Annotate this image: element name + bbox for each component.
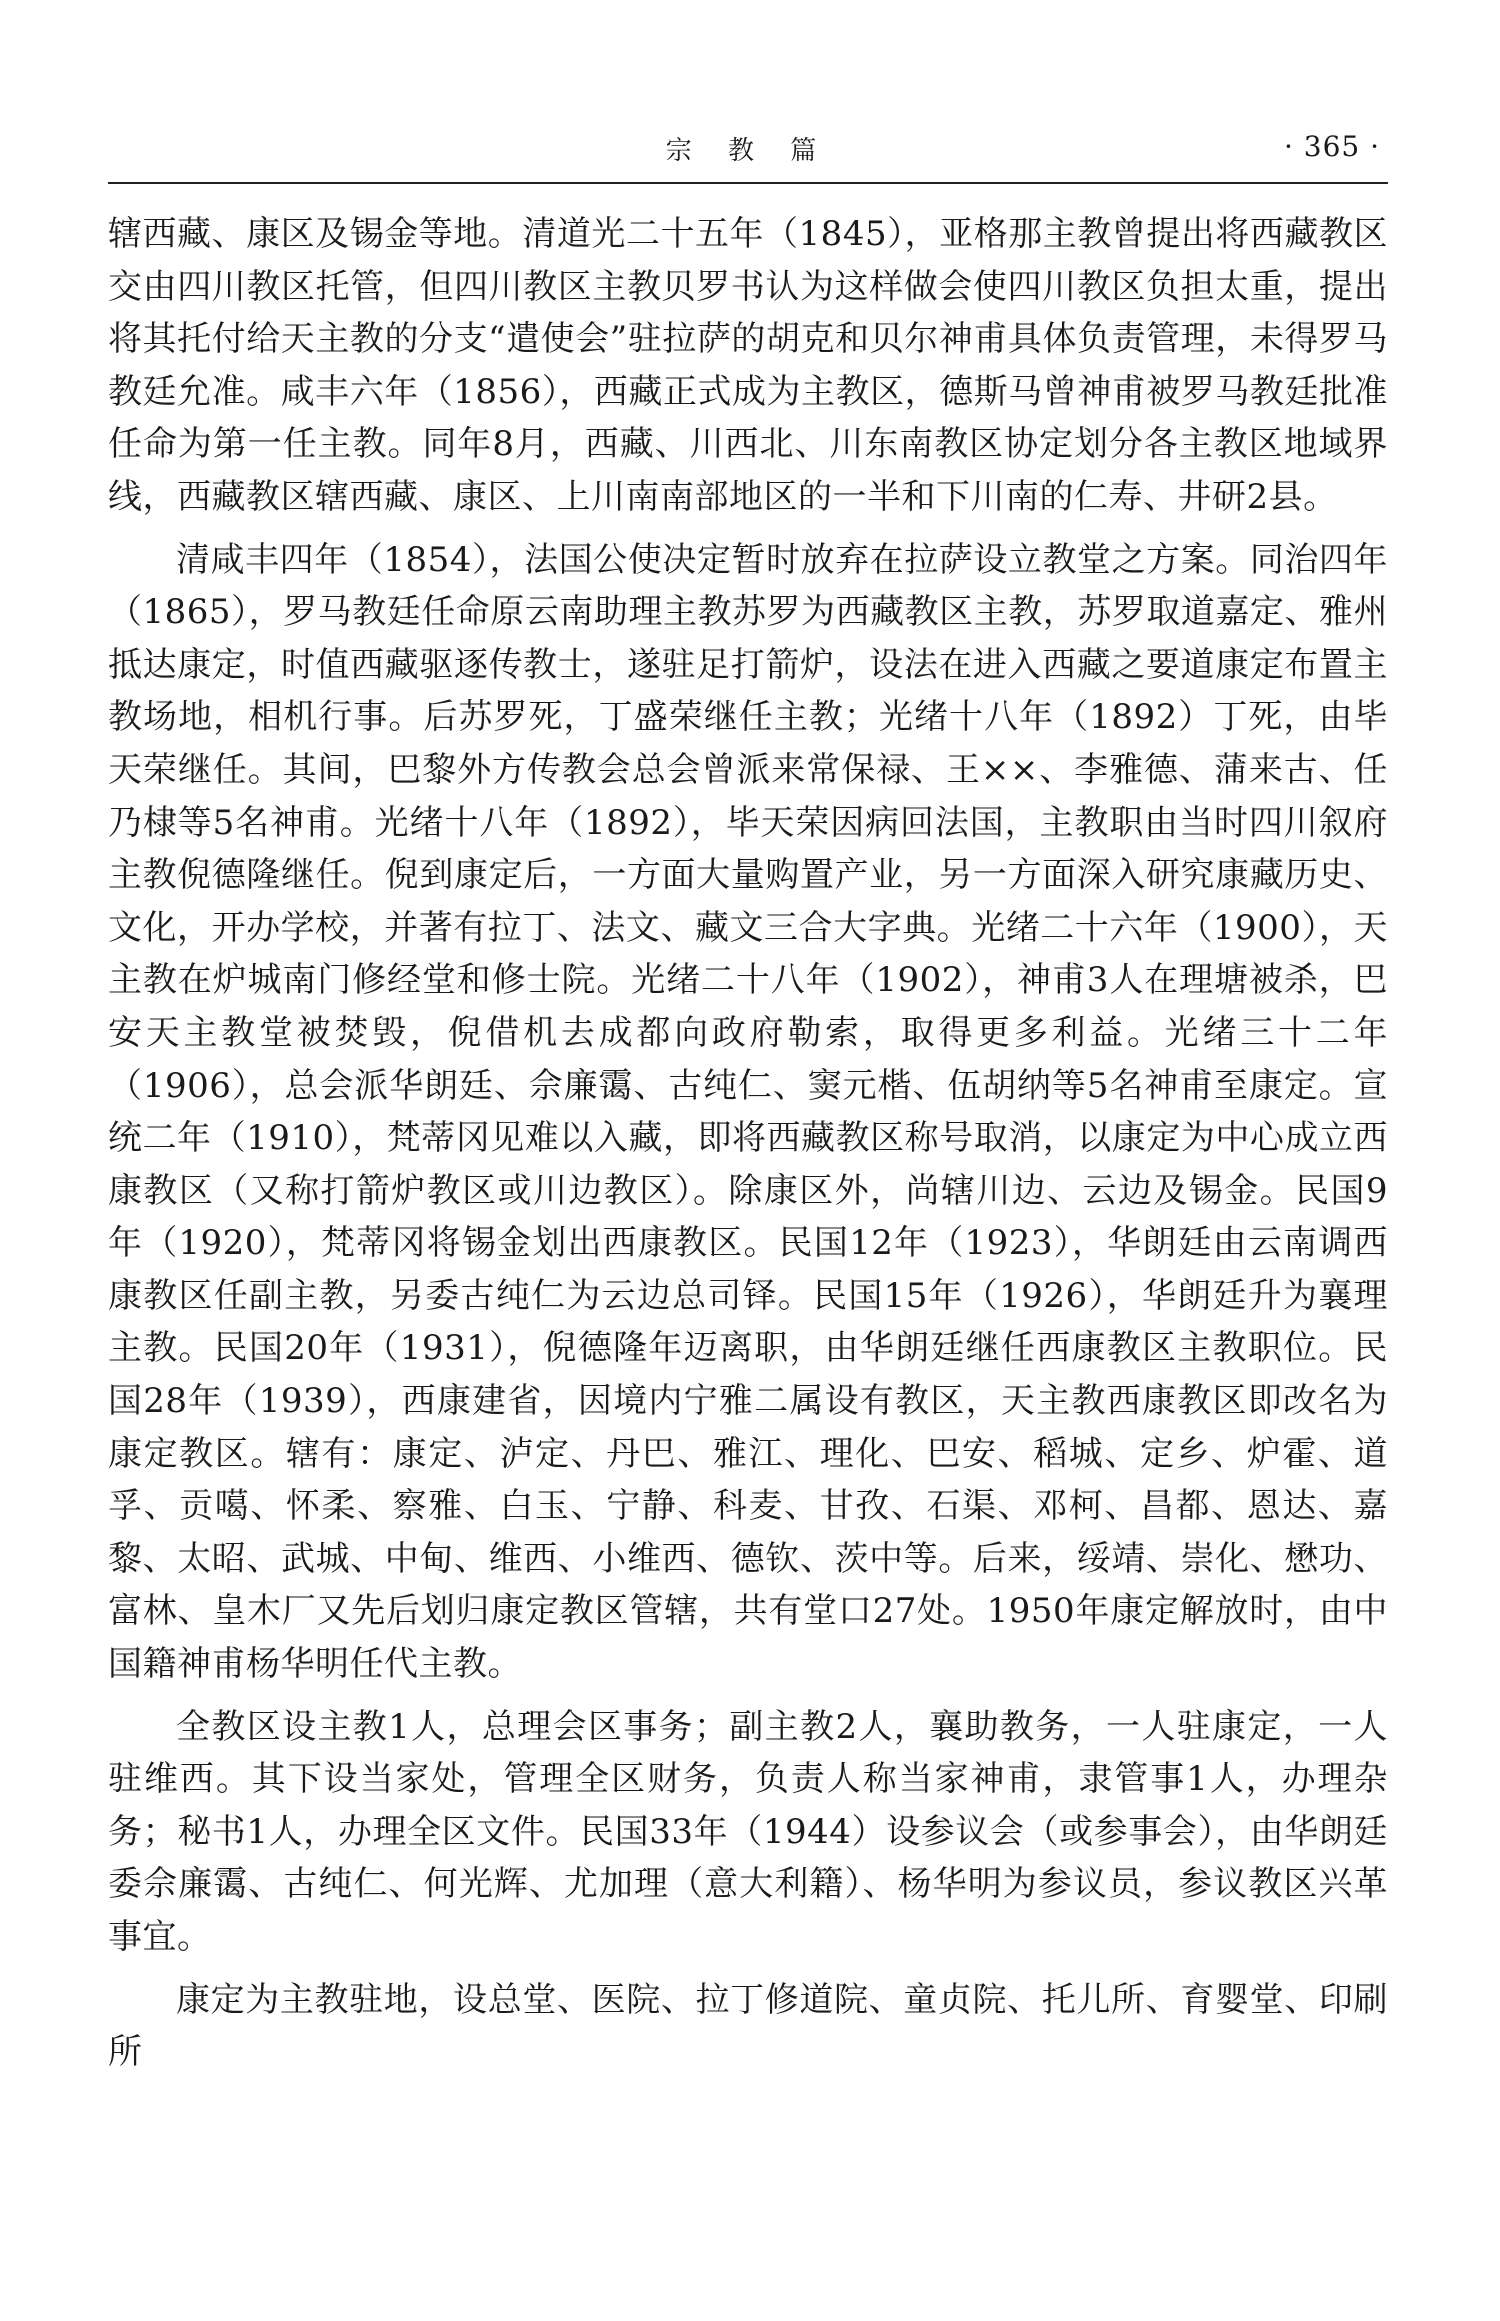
paragraph-3: 全教区设主教1人，总理会区事务；副主教2人，襄助教务，一人驻康定，一人驻维西。其下设当家处，管理全区财务，负责人称当家神甫，隶管事1人，办理杂务；秘书1人，办理全区文件。民国33年（1944）设参议会（或参事会），由华朗廷委佘廉霭、古纯仁、何光辉、尤加理（意大利籍）、杨华明为参议员，参议教区兴革事宜。	[108, 1706, 1388, 1957]
page-number: · 365 ·	[1283, 130, 1380, 163]
paragraph-4: 康定为主教驻地，设总堂、医院、拉丁修道院、童贞院、托儿所、育婴堂、印刷所	[108, 1979, 1388, 2073]
body-text	[108, 208, 1388, 2089]
running-head: 宗 教 篇	[665, 136, 831, 166]
paragraph-2: 清咸丰四年（1854），法国公使决定暂时放弃在拉萨设立教堂之方案。同治四年（1865），罗马教廷任命原云南助理主教苏罗为西藏教区主教，苏罗取道嘉定、雅州抵达康定，时值西藏驱逐传教士，遂驻足打箭炉，设法在进入西藏之要道康定布置主教场地，相机行事。后苏罗死，丁盛荣继任主教；光绪十八年（1892）丁死，由毕天荣继任。其间，巴黎外方传教会总会曾派来常保禄、王××、李雅德、蒲来古、任乃棣等5名神甫。光绪十八年（1892），毕天荣因病回法国，主教职由当时四川叙府主教倪德隆继任。倪到康定后，一方面大量购置产业，另一方面深入研究康藏历史、文化，开办学校，并著有拉丁、法文、藏文三合大字典。光绪二十六年（1900），天主教在炉城南门修经堂和修士院。光绪二十八年（1902），神甫3人在理塘被杀，巴安天主教堂被焚毁，倪借机去成都向政府勒索，取得更多利益。光绪三十二年（1906），总会派华朗廷、佘廉霭、古纯仁、窦元楷、伍胡纳等5名神甫至康定。宣统二年（1910），梵蒂冈见难以入藏，即将西藏教区称号取消，以康定为中心成立西康教区（又称打箭炉教区或川边教区）。除康区外，尚辖川边、云边及锡金。民国9年（1920），梵蒂冈将锡金划出西康教区。民国12年（1923），华朗廷由云南调西康教区任副主教，另委古纯仁为云边总司铎。民国15年（1926），华朗廷升为襄理主教。民国20年（1931），倪德隆年迈离职，由华朗廷继任西康教区主教职位。民国28年（1939），西康建省，因境内宁雅二属设有教区，天主教西康教区即改名为康定教区。辖有：康定、泸定、丹巴、雅江、理化、巴安、稻城、定乡、炉霍、道孚、贡噶、怀柔、察雅、白玉、宁静、科麦、甘孜、石渠、邓柯、昌都、恩达、嘉黎、太昭、武城、中甸、维西、小维西、德钦、茨中等。后来，绥靖、崇化、懋功、富林、皇木厂又先后划归康定教区管辖，共有堂口27处。1950年康定解放时，由中国籍神甫杨华明任代主教。	[108, 539, 1388, 1685]
paragraph-1: 辖西藏、康区及锡金等地。清道光二十五年（1845），亚格那主教曾提出将西藏教区交由四川教区托管，但四川教区主教贝罗书认为这样做会使四川教区负担太重，提出将其托付给天主教的分支“遣使会”驻拉萨的胡克和贝尔神甫具体负责管理，未得罗马教廷允准。咸丰六年（1856），西藏正式成为主教区，德斯马曾神甫被罗马教廷批准任命为第一任主教。同年8月，西藏、川西北、川东南教区协定划分各主教区地域界线，西藏教区辖西藏、康区、上川南南部地区的一半和下川南的仁寿、井研2县。	[108, 214, 1388, 517]
page-header	[108, 120, 1388, 184]
